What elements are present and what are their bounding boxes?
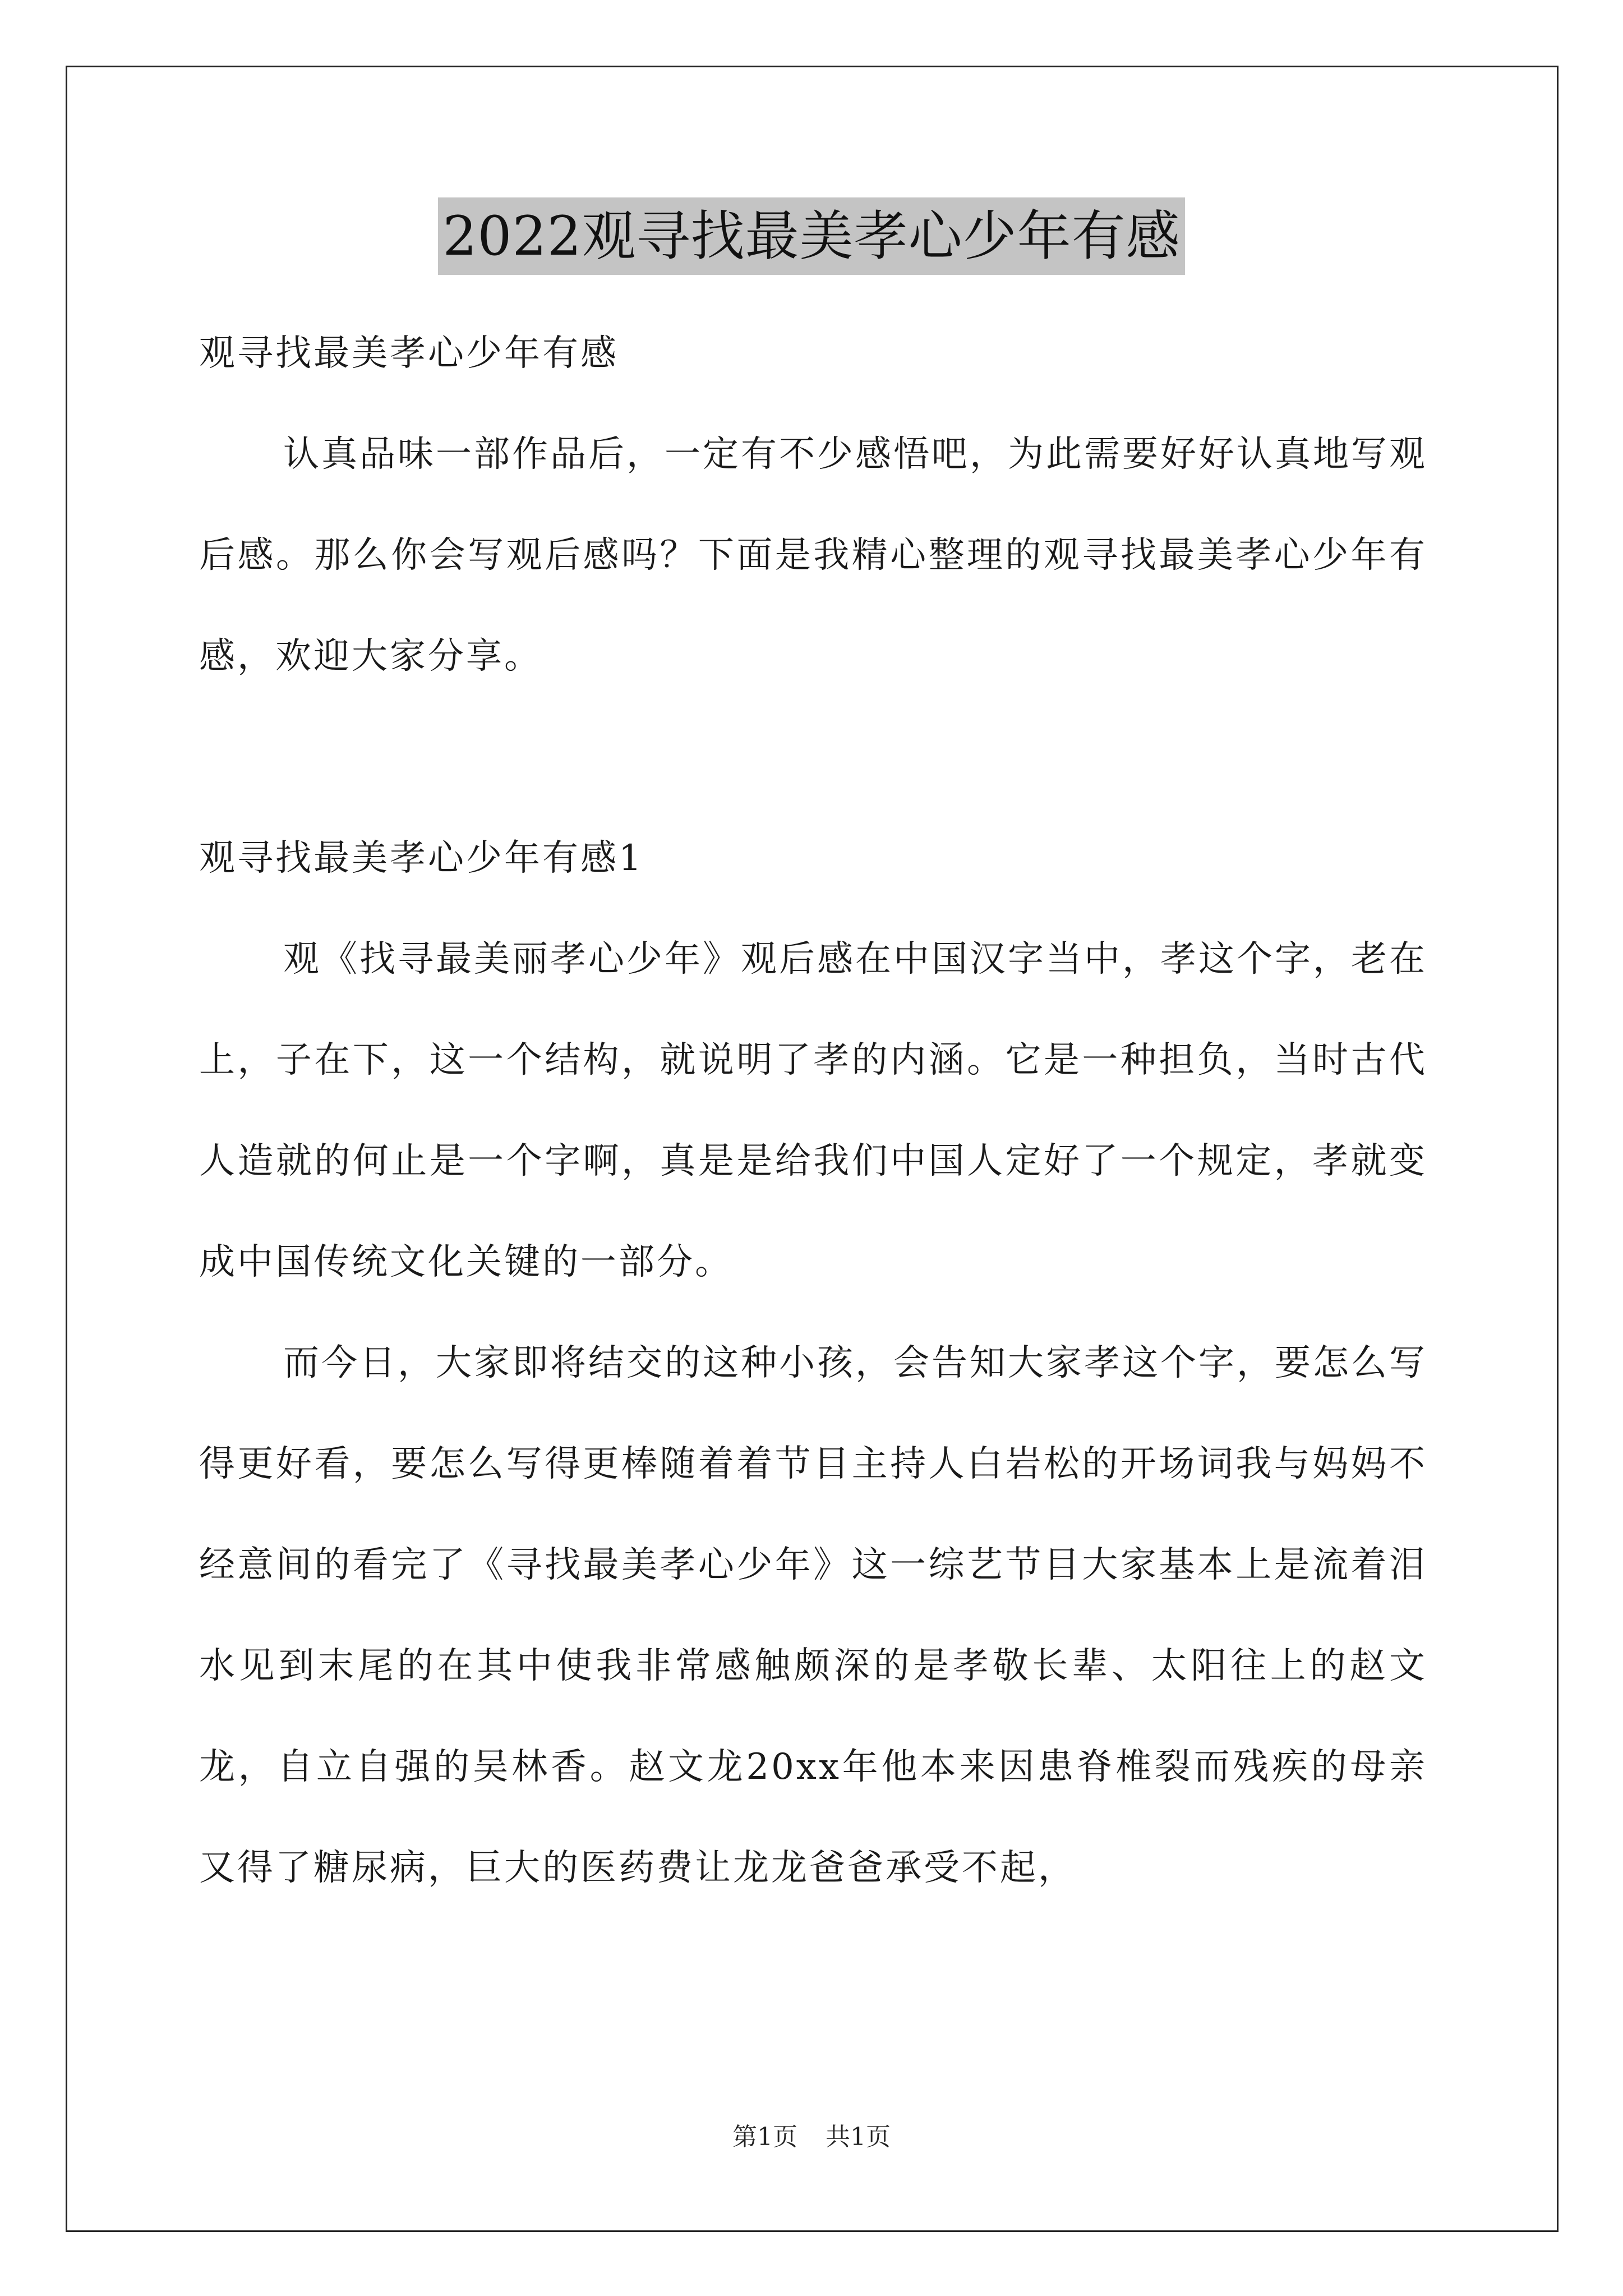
- blank-line: [199, 707, 1427, 808]
- intro-paragraph: 认真品味一部作品后，一定有不少感悟吧，为此需要好好认真地写观后感。那么你会写观后感吗？下面是我精心整理的观寻找最美孝心少年有感，欢迎大家分享。: [199, 434, 1427, 677]
- document-body: [199, 303, 1427, 1918]
- page-footer: [0, 2120, 1623, 2154]
- document-title: 2022观寻找最美孝心少年有感: [438, 197, 1184, 275]
- page-total: 共1页: [826, 2123, 891, 2151]
- section-heading: 观寻找最美孝心少年有感1: [199, 838, 644, 879]
- title-container: [0, 197, 1623, 275]
- body-paragraph-1: 观《找寻最美丽孝心少年》观后感在中国汉字当中，孝这个字，老在上，子在下，这一个结构，就说明了孝的内涵。它是一种担负，当时古代人造就的何止是一个字啊，真是是给我们中国人定好了一个规定，孝就变成中国传统文化关键的一部分。: [199, 938, 1427, 1283]
- page-number: 第1页: [732, 2123, 797, 2151]
- document-subtitle: 观寻找最美孝心少年有感: [199, 333, 619, 374]
- body-paragraph-2: 而今日，大家即将结交的这种小孩，会告知大家孝这个字，要怎么写得更好看，要怎么写得更棒随着着节目主持人白岩松的开场词我与妈妈不经意间的看完了《寻找最美孝心少年》这一综艺节目大家基本上是流着泪水见到末尾的在其中使我非常感触颇深的是孝敬长辈、太阳往上的赵文龙，自立自强的吴林香。赵文龙20xx年他本来因患脊椎裂而残疾的母亲又得了糖尿病，巨大的医药费让龙龙爸爸承受不起，: [199, 1342, 1427, 1889]
